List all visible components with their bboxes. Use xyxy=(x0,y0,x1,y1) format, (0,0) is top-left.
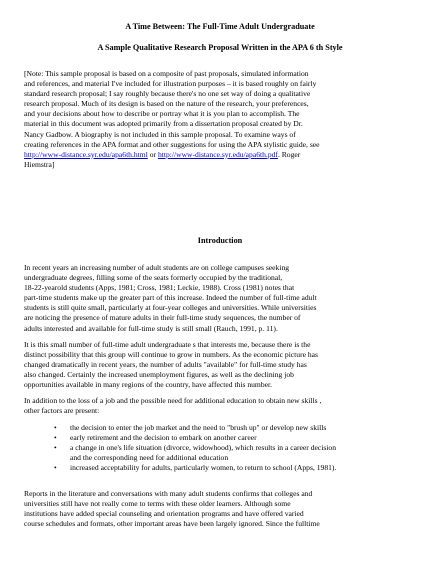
bullet-icon: • xyxy=(54,443,57,453)
paragraph-line: also changed. Certainly the increased unemployment figures, as well as the declining job xyxy=(24,370,294,380)
document-title: A Time Between: The Full-Time Adult Undergraduate xyxy=(125,22,315,31)
note-line: [Note: This sample proposal is based on a composite of past proposals, simulated information xyxy=(24,69,309,78)
factors-list xyxy=(24,423,440,473)
paragraph-line: other factors are present: xyxy=(24,406,100,416)
paragraph-line: opportunities available in many regions of the country, have affected this number. xyxy=(24,380,272,390)
paragraph-line: part-time students make up the greater part of this increase. Indeed the number of full-time adult xyxy=(24,293,317,303)
list-item: • early retirement and the decision to embark on another career xyxy=(54,433,257,443)
paragraph-line: universities still have not really come to terms with these older learners. Although some xyxy=(24,499,291,509)
document-subtitle: A Sample Qualitative Research Proposal Written in the APA 6 th Style xyxy=(97,43,343,52)
paragraph-1 xyxy=(24,263,416,334)
paragraph-4 xyxy=(24,489,416,529)
section-heading-introduction: Introduction xyxy=(197,236,243,245)
note-line: research proposal. Much of its design is based on the nature of the research, your preferences, xyxy=(24,99,309,109)
note-line: creating references in the APA format and other suggestions for using the APA stylistic guide, see xyxy=(24,139,320,149)
paragraph-line: 18-22-yearold students (Apps, 1981; Cross, 1981; Leckie, 1988). Cross (1981) notes that xyxy=(24,283,295,293)
paragraph-line: adults interested and available for full-time study is still small (Rauch, 1991, p. 11). xyxy=(24,323,278,333)
apa-pdf-link[interactable]: http://www-distance.syr.edu/apa6th.pdf xyxy=(157,149,278,159)
note-links-line xyxy=(24,150,416,160)
paragraph-line: students is still quite small, particularly at four-year colleges and universities. While universities xyxy=(24,303,317,313)
paragraph-line: undergraduate degrees, filling some of the seats formerly occupied by the traditional, xyxy=(24,273,283,283)
paragraph-line: It is this small number of full-time adult undergraduate s that interests me, because there is the xyxy=(24,340,311,349)
list-item: • a change in one's life situation (divorce, widowhood), which results in a career decision xyxy=(54,443,337,453)
paragraph-line: institutions have added special counseling and orientation programs and have offered varied xyxy=(24,509,304,519)
note-line: standard research proposal; I say roughly because there's no one set way of doing a qualitative xyxy=(24,89,311,99)
note-line: Hiemstra] xyxy=(24,159,55,169)
author-note xyxy=(24,69,416,170)
apa-html-link[interactable]: http://www-distance.syr.edu/apa6th.html xyxy=(24,149,148,159)
note-tail: . Roger xyxy=(277,149,301,159)
bullet-icon: • xyxy=(54,433,57,443)
paragraph-line: are noticing the presence of mature adults in their full-time study sequences, the number of xyxy=(24,313,301,323)
paragraph-line: changed dramatically in recent years, the number of adults "available" for full-time study has xyxy=(24,360,307,370)
note-line: Nancy Gadbow. A biography is not included in this sample proposal. To examine ways of xyxy=(24,129,296,139)
note-line: and references, and material I've included for illustration purposes – it is based roughly on fairly xyxy=(24,79,317,89)
or-text: or xyxy=(147,149,158,159)
note-line: and your decisions about how to describe or portray what it is you plan to accomplish. The xyxy=(24,109,300,119)
list-item: • increased acceptability for adults, particularly women, to return to school (Apps, 1981). xyxy=(54,463,337,473)
paragraph-line: In addition to the loss of a job and the possible need for additional education to obtain new skills , xyxy=(24,396,322,405)
note-line: material in this document was adopted primarily from a dissertation proposal created by Dr. xyxy=(24,119,303,129)
paragraph-3 xyxy=(24,396,416,416)
paragraph-line: distinct possibility that this group will continue to grow in numbers. As the economic picture has xyxy=(24,350,319,360)
paragraph-line: Reports in the literature and conversations with many adult students confirms that colleges and xyxy=(24,489,313,498)
bullet-icon: • xyxy=(54,423,57,432)
paragraph-line: In recent years an increasing number of adult students are on college campuses seeking xyxy=(24,263,290,272)
bullet-icon: • xyxy=(54,463,57,473)
paragraph-2 xyxy=(24,340,416,390)
list-item-continuation: and the corresponding need for additional education xyxy=(70,453,229,463)
paragraph-line: course schedules and formats, other important areas have been largely ignored. Since the fulltime xyxy=(24,519,320,529)
list-item: • the decision to enter the job market and the need to "brush up" or develop new skills xyxy=(54,423,327,432)
